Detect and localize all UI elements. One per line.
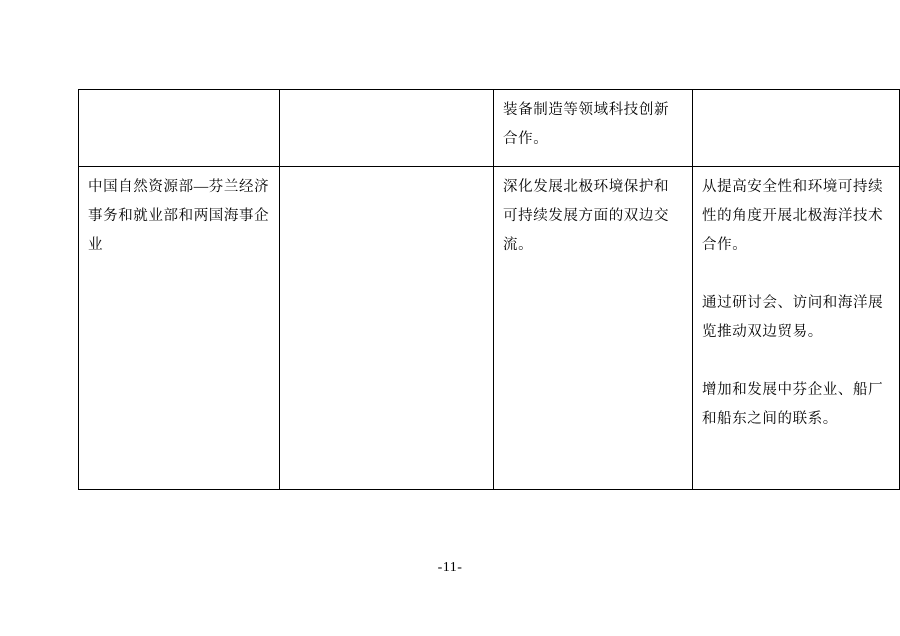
table-row xyxy=(79,167,900,490)
table-cell-text xyxy=(693,167,900,490)
cell-paragraph: 深化发展北极环境保护和可持续发展方面的双边交流。 xyxy=(503,179,670,253)
page-number: -11- xyxy=(437,560,463,575)
table-cell-empty xyxy=(280,90,494,167)
cell-paragraph: 通过研讨会、访问和海洋展览推动双边贸易。 xyxy=(702,295,884,340)
cell-paragraph: 从提高安全性和环境可持续性的角度开展北极海洋技术合作。 xyxy=(702,179,884,253)
table-cell-text xyxy=(494,90,693,167)
cell-paragraph: 装备制造等领域科技创新合作。 xyxy=(503,102,670,147)
table-cell-text xyxy=(494,167,693,490)
cell-paragraph: 增加和发展中芬企业、船厂和船东之间的联系。 xyxy=(702,382,884,427)
table-cell-empty xyxy=(693,90,900,167)
table-row xyxy=(79,90,900,167)
table-cell-empty xyxy=(79,90,280,167)
cooperation-table xyxy=(78,89,900,490)
cell-paragraph: 中国自然资源部—芬兰经济事务和就业部和两国海事企业 xyxy=(88,179,270,253)
table-cell-empty xyxy=(280,167,494,490)
table-cell-text xyxy=(79,167,280,490)
